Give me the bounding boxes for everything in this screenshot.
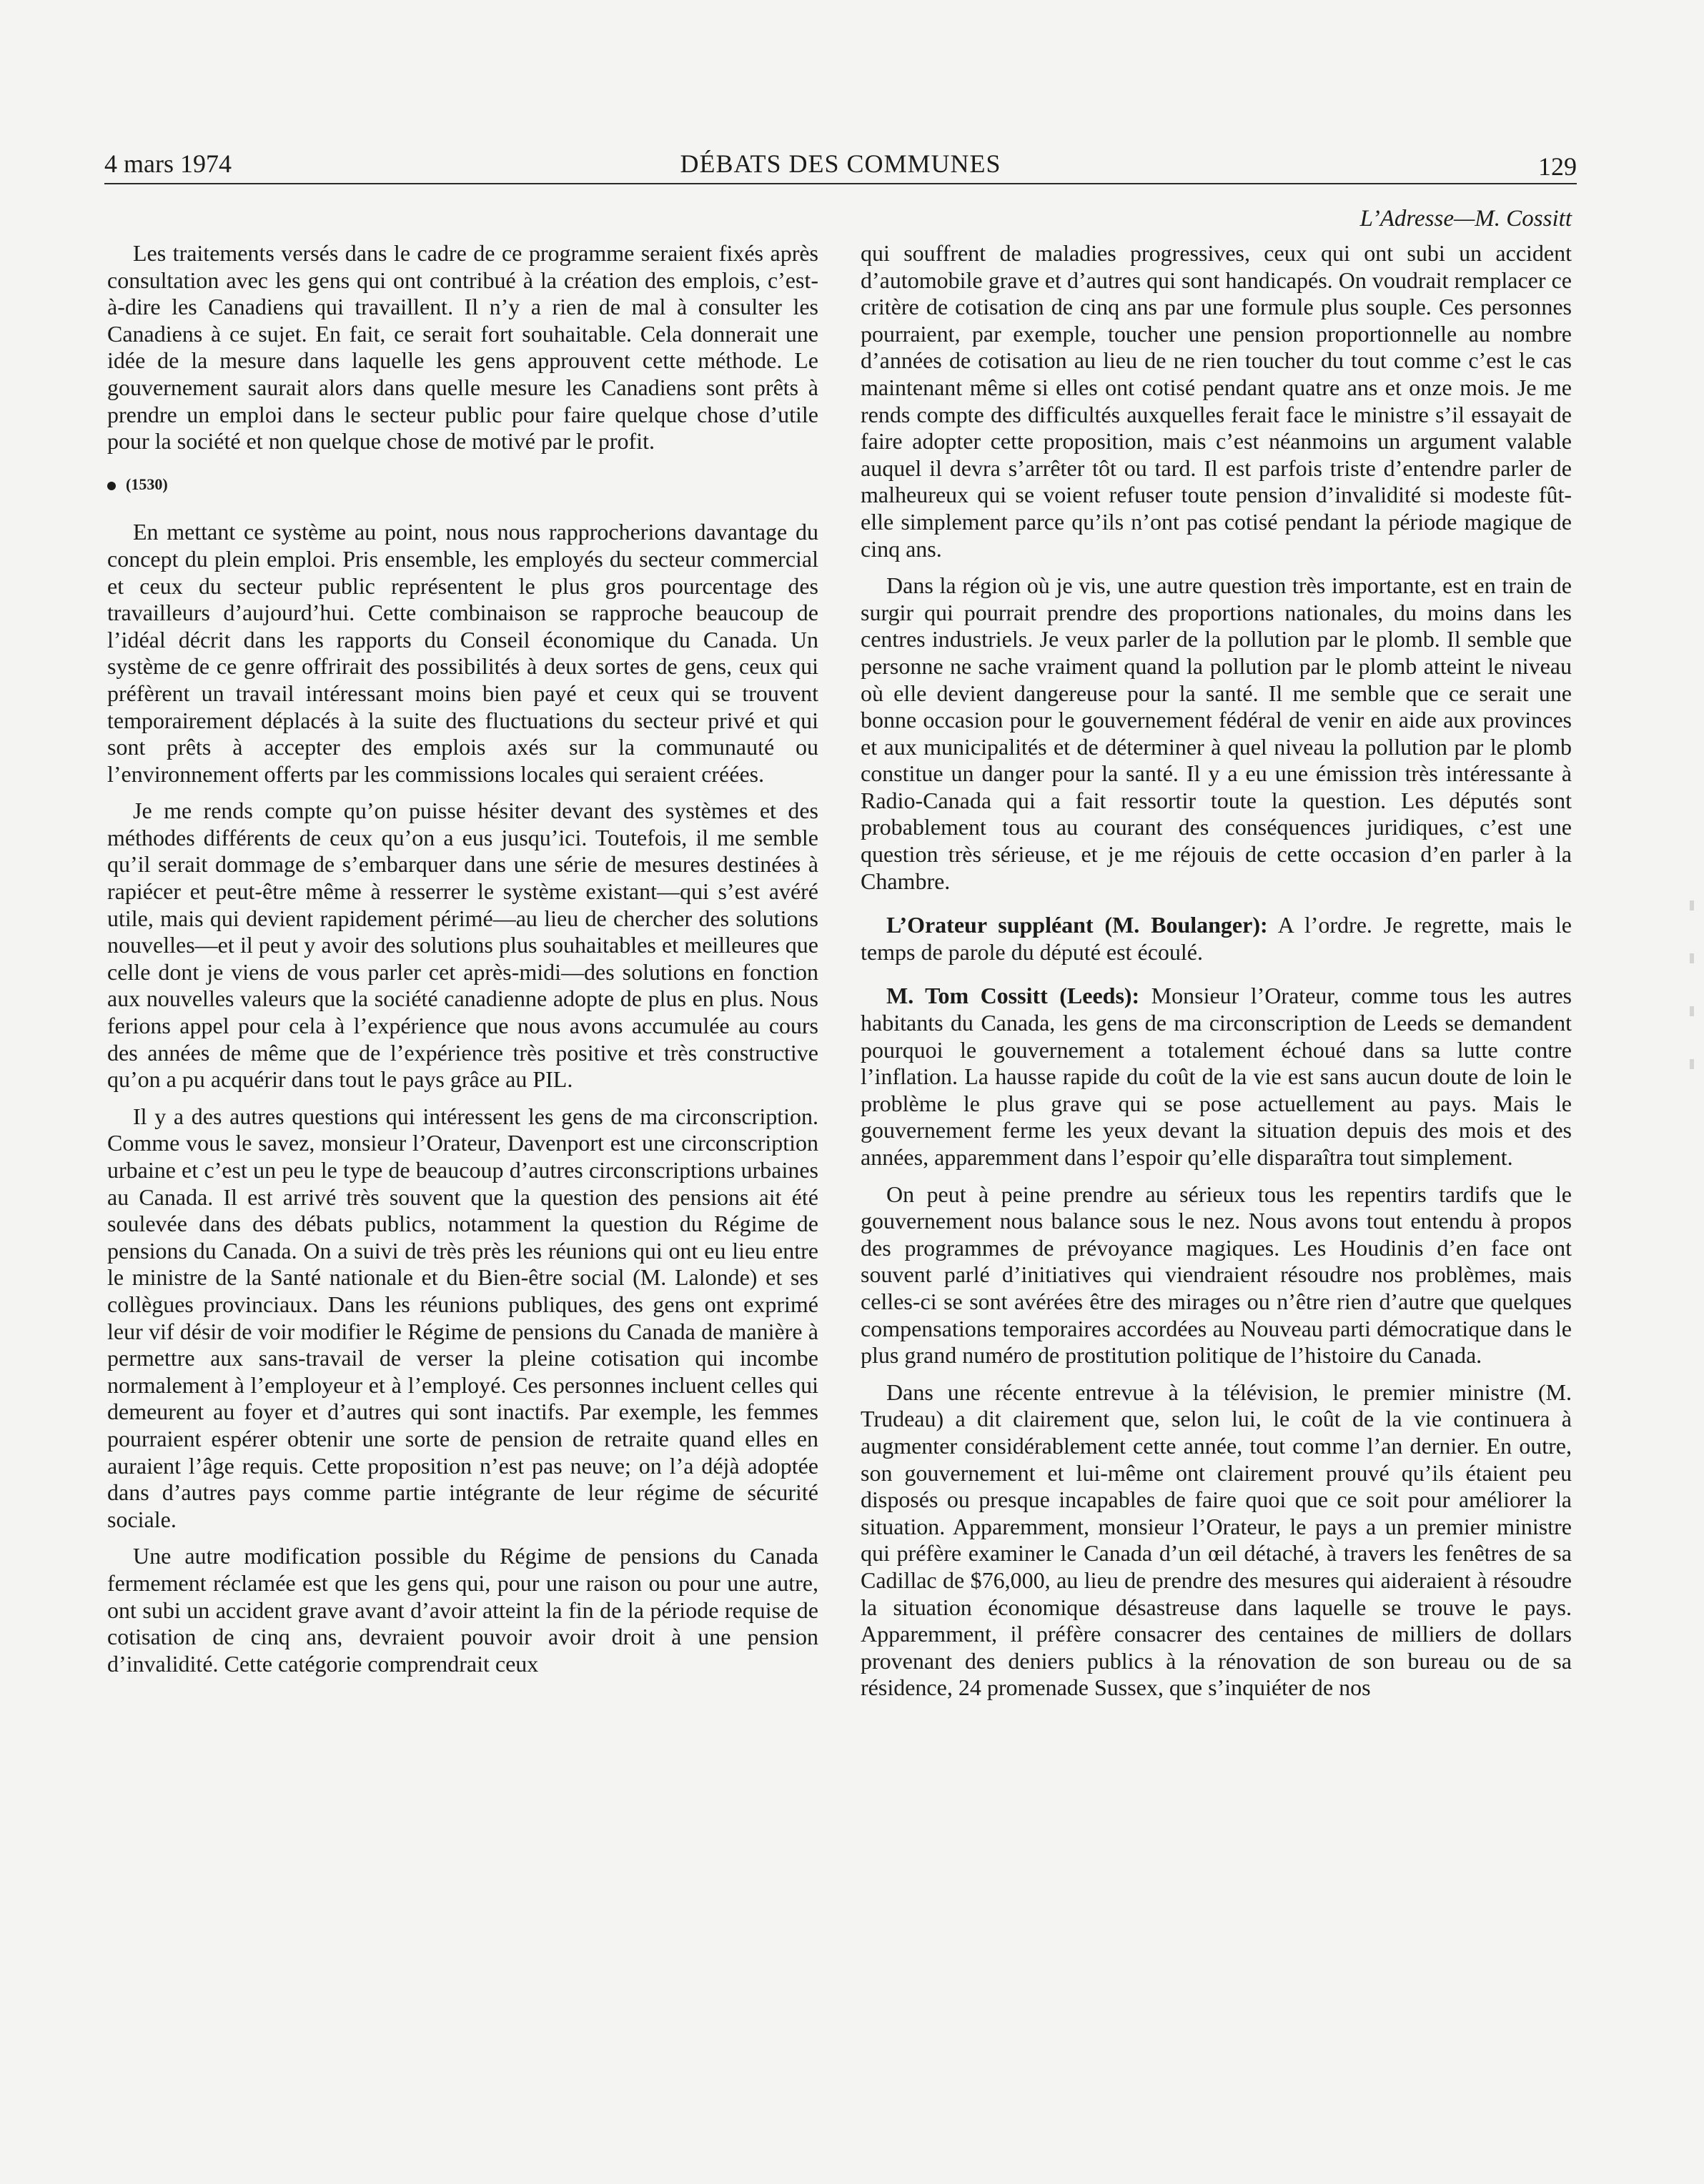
paragraph: Une autre modification possible du Régime de pensions du Canada fermement réclamée est que les gens qui, pour une raison ou pour une autre, ont subi un accident grave avant d’avoir atteint la fin de la période requise de cotisation de cinq ans, devraient pouvoir avoir droit à une pension d’invalidité. Cette catégorie comprendrait ceux	[107, 1543, 818, 1677]
paragraph: Les traitements versés dans le cadre de ce programme seraient fixés après consultation avec les gens qui ont contribué à la création des emplois, c’est-à-dire les Canadiens qui travaillent. Il n’y a rien de mal à consulter les Canadiens à ce sujet. En fait, ce serait fort souhaitable. Cela donnerait une idée de la mesure dans laquelle les gens approuvent cette méthode. Le gouvernement saurait alors dans quelle mesure les Canadiens sont prêts à prendre un emploi dans le secteur public pour faire quelque chose d’utile pour la société et non quelque chose de motivé par le profit.	[107, 240, 818, 455]
speaker-name: M. Tom Cossitt (Leeds):	[886, 983, 1140, 1009]
speaker-paragraph	[861, 983, 1572, 1171]
speaker-paragraph	[861, 912, 1572, 966]
speaker-text: Monsieur l’Orateur, comme tous les autres habitants du Canada, les gens de ma circonscription de Leeds se demandent pourquoi le gouvernement a totalement échoué dans sa lutte contre l’inflation. La hausse rapide du coût de la vie est sans aucun doute de loin le problème le plus grave qui se pose actuellement au pays. Mais le gouvernement ferme les yeux devant la situation depuis des mois et des années, apparemment dans l’espoir qu’elle disparaîtra tout simplement.	[861, 983, 1572, 1170]
page-header	[104, 146, 1577, 182]
paragraph: Dans la région où je vis, une autre question très importante, est en train de surgir qui pourrait prendre des proportions nationales, du moins dans les centres industriels. Je veux parler de la pollution par le plomb. Il semble que personne ne sache vraiment quand la pollution par le plomb atteint le niveau où elle devient dangereuse pour la santé. Il me semble que ce serait une bonne occasion pour le gouvernement fédéral de venir en aide aux provinces et aux municipalités et de déterminer à quel niveau la pollution par le plomb constitue un danger pour la santé. Il y a eu une émission très intéressante à Radio-Canada qui a fait ressortir toute la question. Les députés sont probablement tous au courant des conséquences juridiques, c’est une question très sérieuse, et je me réjouis de cette occasion d’en parler à la Chambre.	[861, 572, 1572, 894]
paragraph: Je me rends compte qu’on puisse hésiter devant des systèmes et des méthodes différents de ceux qu’on a eus jusqu’ici. Toutefois, il me semble qu’il serait dommage de s’embarquer dans une série de mesures destinées à rapiécer et peut-être même à resserrer le système existant—qui s’est avéré utile, mais qui devient rapidement périmé—au lieu de chercher des solutions nouvelles—et il peut y avoir des solutions plus souhaitables et meilleures que celle dont je viens de vous parler cet après-midi—des solutions en fonction aux nouvelles valeurs que la société canadienne adopte de plus en plus. Nous ferions appel pour cela à l’expérience que nous avons accumulée au cours des années de même que de l’expérience très positive et très constructive qu’on a pu acquérir dans tout le pays grâce au PIL.	[107, 798, 818, 1093]
header-date: 4 mars 1974	[104, 149, 232, 178]
paragraph: Dans une récente entrevue à la télévision, le premier ministre (M. Trudeau) a dit clairement que, selon lui, le coût de la vie continuera à augmenter considérablement cette année, tout comme l’an dernier. En outre, son gouvernement et lui-même ont clairement prouvé qu’ils étaient peu disposés ou presque incapables de faire quoi que ce soit pour améliorer la situation. Apparemment, monsieur l’Orateur, le pays a un premier ministre qui préfère examiner le Canada d’un œil détaché, à travers les fenêtres de sa Cadillac de $76,000, au lieu de prendre des mesures qui aideraient à résoudre la situation économique désastreuse dans laquelle se trouve le pays. Apparemment, il préfère consacrer des centaines de milliers de dollars provenant des deniers publics à la rénovation de son bureau ou de sa résidence, 24 promenade Sussex, que s’inquiéter de nos	[861, 1379, 1572, 1701]
time-marker	[107, 471, 818, 498]
bullet-icon	[107, 482, 116, 490]
speck	[1690, 1006, 1694, 1016]
speaker-name: L’Orateur suppléant (M. Boulanger):	[886, 912, 1268, 938]
header-rule	[104, 183, 1577, 184]
paragraph: On peut à peine prendre au sérieux tous les repentirs tardifs que le gouvernement nous balance sous le nez. Nous avons tout entendu à propos des programmes de prévoyance magiques. Les Houdinis d’en face ont souvent parlé d’initiatives qui viendraient résoudre nos problèmes, mais celles-ci se sont avérées être des mirages ou n’être rien d’autre que quelques compensations temporaires accordées au Nouveau parti démocratique dans le plus grand numéro de prostitution politique de l’histoire du Canada.	[861, 1181, 1572, 1369]
header-title: DÉBATS DES COMMUNES	[680, 149, 1001, 178]
running-head: L’Adresse—M. Cossitt	[1359, 206, 1572, 232]
margin-specks	[1690, 900, 1697, 1329]
speck	[1690, 953, 1694, 963]
paragraph: qui souffrent de maladies progressives, ceux qui ont subi un accident d’automobile grave et d’autres qui sont handicapés. On voudrait remplacer ce critère de cotisation de cinq ans par une formule plus souple. Ces personnes pourraient, par exemple, toucher une pension proportionnelle au nombre d’années de cotisation au lieu de ne rien toucher du tout comme c’est le cas maintenant même si elles ont cotisé pendant quatre ans et onze mois. Je me rends compte des difficultés auxquelles ferait face le ministre s’il essayait de faire adopter cette proposition, mais c’est néanmoins un argument valable auquel il devra s’arrêter tôt ou tard. Il est parfois triste d’entendre parler de malheureux qui se voient refuser toute pension d’invalidité si modeste fût-elle simplement parce qu’ils n’ont pas cotisé pendant la période magique de cinq ans.	[861, 240, 1572, 562]
speck	[1690, 900, 1694, 910]
paragraph: En mettant ce système au point, nous nous rapprocherions davantage du concept du plein emploi. Pris ensemble, les employés du secteur commercial et ceux du secteur public représentent le plus gros pourcentage des travailleurs d’aujourd’hui. Cette combinaison se rapproche beaucoup de l’idéal décrit dans les rapports du Conseil économique du Canada. Un système de ce genre offrirait des possibilités à deux sortes de gens, ceux qui préfèrent un travail intéressant moins bien payé et ceux qui se trouvent temporairement déplacés à la suite des fluctuations du secteur privé et qui sont prêts à accepter des emplois axés sur la communauté ou l’environnement offerts par les commissions locales qui seraient créées.	[107, 519, 818, 787]
page-number: 129	[1538, 152, 1577, 181]
paragraph: Il y a des autres questions qui intéressent les gens de ma circonscription. Comme vous le savez, monsieur l’Orateur, Davenport est une circonscription urbaine et c’est un peu le type de beaucoup d’autres circonscriptions urbaines au Canada. Il est arrivé très souvent que la question des pensions ait été soulevée dans des débats publics, notamment la question du Régime de pensions du Canada. On a suivi de très près les réunions qui ont eu lieu entre le ministre de la Santé nationale et du Bien-être social (M. Lalonde) et ses collègues provinciaux. Dans les réunions publiques, des gens ont exprimé leur vif désir de voir modifier le Régime de pensions du Canada de manière à permettre aux sans-travail de verser la pleine cotisation qui incombe normalement à l’employeur et à l’employé. Ces personnes incluent celles qui demeurent au foyer et d’autres qui sont inactifs. Par exemple, les femmes pourraient espérer obtenir une sorte de pension de retraite quand elles en auraient l’âge requis. Cette proposition n’est pas neuve; on l’a déjà adoptée dans d’autres pays comme partie intégrante de leur régime de sécurité sociale.	[107, 1103, 818, 1532]
speaker-text: A l’ordre. Je regrette, mais le temps de parole du député est écoulé.	[861, 912, 1572, 965]
time-marker-text: (1530)	[126, 475, 168, 493]
right-column	[861, 240, 1572, 1712]
speck	[1690, 1059, 1694, 1069]
left-column	[107, 240, 818, 1687]
